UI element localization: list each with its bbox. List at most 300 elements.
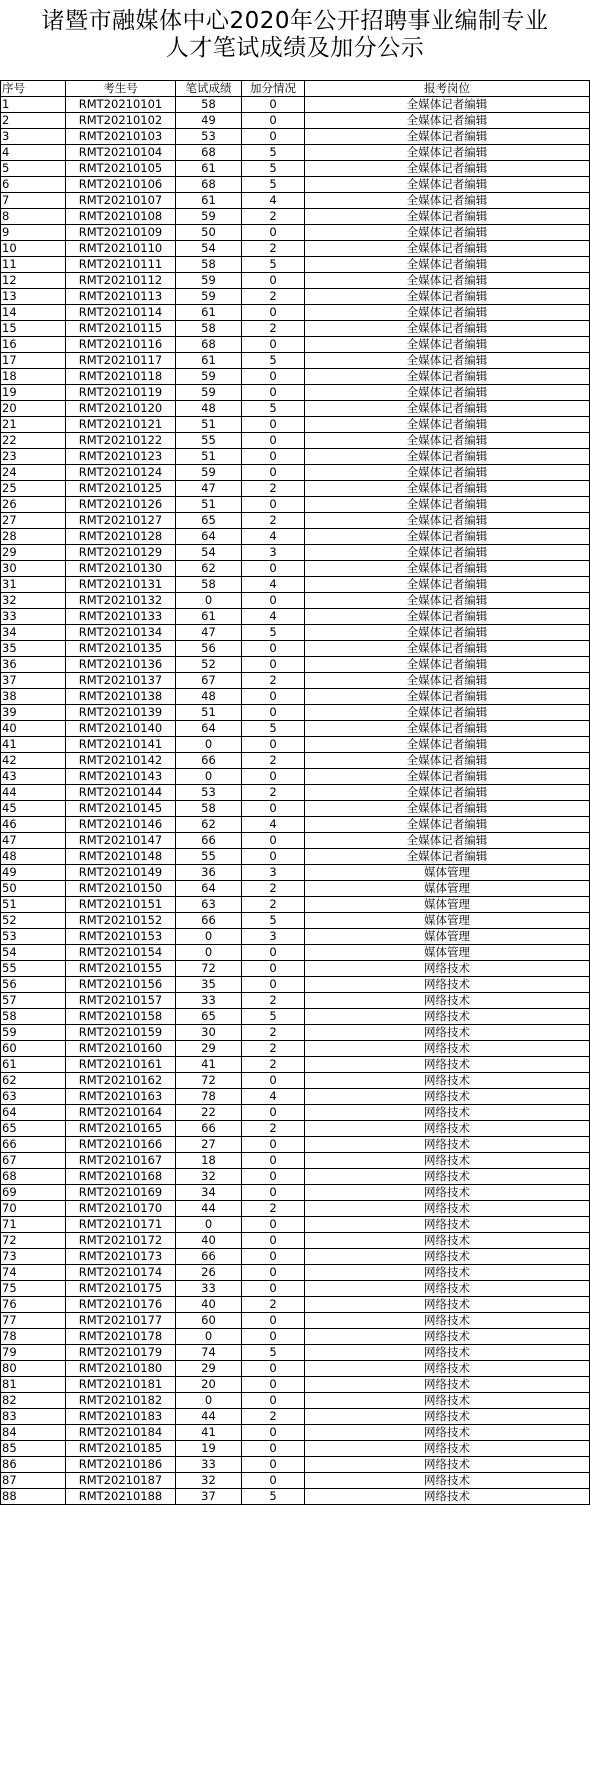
table-row — [1, 673, 590, 689]
cell-written-score: 54 — [176, 241, 242, 257]
table-row — [1, 417, 590, 433]
cell-position: 网络技术 — [305, 993, 590, 1009]
table-row — [1, 1089, 590, 1105]
cell-index: 28 — [1, 529, 66, 545]
table-row — [1, 337, 590, 353]
cell-candidate-id: RMT20210123 — [66, 449, 176, 465]
cell-position: 全媒体记者编辑 — [305, 97, 590, 113]
cell-written-score: 51 — [176, 417, 242, 433]
cell-position: 全媒体记者编辑 — [305, 161, 590, 177]
cell-candidate-id: RMT20210170 — [66, 1201, 176, 1217]
table-row — [1, 817, 590, 833]
cell-index: 78 — [1, 1329, 66, 1345]
cell-candidate-id: RMT20210169 — [66, 1185, 176, 1201]
table-row — [1, 1121, 590, 1137]
cell-candidate-id: RMT20210122 — [66, 433, 176, 449]
table-row — [1, 1441, 590, 1457]
table-row — [1, 881, 590, 897]
cell-position: 网络技术 — [305, 1361, 590, 1377]
cell-written-score: 18 — [176, 1153, 242, 1169]
cell-candidate-id: RMT20210119 — [66, 385, 176, 401]
cell-index: 23 — [1, 449, 66, 465]
cell-bonus-points: 0 — [242, 1249, 305, 1265]
cell-written-score: 72 — [176, 961, 242, 977]
cell-index: 10 — [1, 241, 66, 257]
cell-position: 网络技术 — [305, 1473, 590, 1489]
cell-position: 媒体管理 — [305, 897, 590, 913]
cell-position: 全媒体记者编辑 — [305, 337, 590, 353]
cell-index: 73 — [1, 1249, 66, 1265]
cell-bonus-points: 5 — [242, 257, 305, 273]
cell-candidate-id: RMT20210136 — [66, 657, 176, 673]
cell-candidate-id: RMT20210138 — [66, 689, 176, 705]
cell-bonus-points: 0 — [242, 1329, 305, 1345]
cell-bonus-points: 5 — [242, 1489, 305, 1505]
cell-candidate-id: RMT20210172 — [66, 1233, 176, 1249]
cell-bonus-points: 2 — [242, 881, 305, 897]
table-row — [1, 401, 590, 417]
cell-bonus-points: 2 — [242, 513, 305, 529]
cell-bonus-points: 0 — [242, 705, 305, 721]
table-row — [1, 481, 590, 497]
table-row — [1, 1153, 590, 1169]
cell-position: 媒体管理 — [305, 865, 590, 881]
table-row — [1, 577, 590, 593]
cell-candidate-id: RMT20210106 — [66, 177, 176, 193]
cell-position: 全媒体记者编辑 — [305, 817, 590, 833]
cell-position: 全媒体记者编辑 — [305, 609, 590, 625]
table-row — [1, 1473, 590, 1489]
cell-index: 13 — [1, 289, 66, 305]
cell-position: 网络技术 — [305, 1441, 590, 1457]
cell-bonus-points: 0 — [242, 561, 305, 577]
cell-index: 70 — [1, 1201, 66, 1217]
cell-written-score: 49 — [176, 113, 242, 129]
cell-candidate-id: RMT20210112 — [66, 273, 176, 289]
cell-index: 14 — [1, 305, 66, 321]
cell-bonus-points: 0 — [242, 689, 305, 705]
table-row — [1, 1377, 590, 1393]
cell-bonus-points: 0 — [242, 1153, 305, 1169]
cell-written-score: 59 — [176, 273, 242, 289]
cell-written-score: 0 — [176, 1393, 242, 1409]
cell-candidate-id: RMT20210166 — [66, 1137, 176, 1153]
table-row — [1, 689, 590, 705]
cell-candidate-id: RMT20210158 — [66, 1009, 176, 1025]
cell-position: 网络技术 — [305, 1457, 590, 1473]
table-row — [1, 609, 590, 625]
cell-candidate-id: RMT20210178 — [66, 1329, 176, 1345]
cell-candidate-id: RMT20210173 — [66, 1249, 176, 1265]
cell-index: 26 — [1, 497, 66, 513]
cell-written-score: 29 — [176, 1041, 242, 1057]
cell-bonus-points: 5 — [242, 145, 305, 161]
cell-written-score: 50 — [176, 225, 242, 241]
cell-position: 全媒体记者编辑 — [305, 289, 590, 305]
table-row — [1, 721, 590, 737]
cell-written-score: 0 — [176, 769, 242, 785]
cell-bonus-points: 5 — [242, 177, 305, 193]
cell-position: 全媒体记者编辑 — [305, 625, 590, 641]
cell-index: 58 — [1, 1009, 66, 1025]
cell-written-score: 33 — [176, 993, 242, 1009]
cell-index: 56 — [1, 977, 66, 993]
cell-candidate-id: RMT20210139 — [66, 705, 176, 721]
cell-written-score: 58 — [176, 97, 242, 113]
cell-written-score: 19 — [176, 1441, 242, 1457]
cell-written-score: 68 — [176, 177, 242, 193]
table-row — [1, 177, 590, 193]
table-row — [1, 1105, 590, 1121]
table-body — [1, 97, 590, 1505]
cell-index: 2 — [1, 113, 66, 129]
cell-candidate-id: RMT20210145 — [66, 801, 176, 817]
cell-index: 32 — [1, 593, 66, 609]
cell-position: 网络技术 — [305, 1137, 590, 1153]
cell-bonus-points: 2 — [242, 993, 305, 1009]
cell-candidate-id: RMT20210186 — [66, 1457, 176, 1473]
table-row — [1, 897, 590, 913]
cell-written-score: 26 — [176, 1265, 242, 1281]
table-row — [1, 657, 590, 673]
cell-index: 12 — [1, 273, 66, 289]
table-row — [1, 1425, 590, 1441]
cell-bonus-points: 0 — [242, 1377, 305, 1393]
table-row — [1, 1281, 590, 1297]
cell-candidate-id: RMT20210105 — [66, 161, 176, 177]
cell-position: 全媒体记者编辑 — [305, 401, 590, 417]
cell-bonus-points: 0 — [242, 657, 305, 673]
cell-written-score: 59 — [176, 465, 242, 481]
table-row — [1, 1249, 590, 1265]
header-bonus-points: 加分情况 — [242, 81, 305, 97]
cell-candidate-id: RMT20210171 — [66, 1217, 176, 1233]
cell-index: 24 — [1, 465, 66, 481]
cell-bonus-points: 0 — [242, 337, 305, 353]
cell-bonus-points: 2 — [242, 481, 305, 497]
cell-candidate-id: RMT20210109 — [66, 225, 176, 241]
table-row — [1, 1265, 590, 1281]
table-row — [1, 241, 590, 257]
cell-candidate-id: RMT20210175 — [66, 1281, 176, 1297]
cell-position: 网络技术 — [305, 1233, 590, 1249]
cell-position: 网络技术 — [305, 1009, 590, 1025]
cell-index: 88 — [1, 1489, 66, 1505]
table-row — [1, 849, 590, 865]
cell-position: 网络技术 — [305, 1345, 590, 1361]
cell-candidate-id: RMT20210127 — [66, 513, 176, 529]
cell-candidate-id: RMT20210140 — [66, 721, 176, 737]
cell-index: 84 — [1, 1425, 66, 1441]
cell-candidate-id: RMT20210155 — [66, 961, 176, 977]
cell-index: 27 — [1, 513, 66, 529]
cell-written-score: 35 — [176, 977, 242, 993]
cell-position: 全媒体记者编辑 — [305, 257, 590, 273]
cell-position: 网络技术 — [305, 1329, 590, 1345]
cell-written-score: 58 — [176, 257, 242, 273]
cell-index: 77 — [1, 1313, 66, 1329]
cell-candidate-id: RMT20210163 — [66, 1089, 176, 1105]
cell-index: 11 — [1, 257, 66, 273]
table-row — [1, 289, 590, 305]
cell-candidate-id: RMT20210125 — [66, 481, 176, 497]
cell-bonus-points: 5 — [242, 913, 305, 929]
cell-bonus-points: 0 — [242, 1393, 305, 1409]
cell-candidate-id: RMT20210165 — [66, 1121, 176, 1137]
cell-candidate-id: RMT20210159 — [66, 1025, 176, 1041]
cell-written-score: 27 — [176, 1137, 242, 1153]
cell-bonus-points: 0 — [242, 225, 305, 241]
cell-written-score: 20 — [176, 1377, 242, 1393]
cell-candidate-id: RMT20210117 — [66, 353, 176, 369]
cell-candidate-id: RMT20210188 — [66, 1489, 176, 1505]
cell-candidate-id: RMT20210162 — [66, 1073, 176, 1089]
cell-index: 49 — [1, 865, 66, 881]
cell-bonus-points: 2 — [242, 897, 305, 913]
cell-index: 9 — [1, 225, 66, 241]
cell-written-score: 37 — [176, 1489, 242, 1505]
table-row — [1, 385, 590, 401]
cell-bonus-points: 0 — [242, 769, 305, 785]
cell-position: 全媒体记者编辑 — [305, 657, 590, 673]
table-row — [1, 1185, 590, 1201]
cell-index: 67 — [1, 1153, 66, 1169]
header-written-score: 笔试成绩 — [176, 81, 242, 97]
cell-candidate-id: RMT20210107 — [66, 193, 176, 209]
cell-candidate-id: RMT20210177 — [66, 1313, 176, 1329]
cell-position: 全媒体记者编辑 — [305, 785, 590, 801]
cell-candidate-id: RMT20210131 — [66, 577, 176, 593]
cell-index: 43 — [1, 769, 66, 785]
table-row — [1, 769, 590, 785]
table-row — [1, 593, 590, 609]
cell-candidate-id: RMT20210141 — [66, 737, 176, 753]
cell-candidate-id: RMT20210181 — [66, 1377, 176, 1393]
cell-written-score: 67 — [176, 673, 242, 689]
cell-position: 网络技术 — [305, 1169, 590, 1185]
cell-bonus-points: 3 — [242, 929, 305, 945]
cell-written-score: 52 — [176, 657, 242, 673]
document-title — [0, 8, 590, 62]
cell-bonus-points: 0 — [242, 1361, 305, 1377]
cell-written-score: 61 — [176, 609, 242, 625]
cell-position: 媒体管理 — [305, 929, 590, 945]
cell-written-score: 64 — [176, 529, 242, 545]
cell-bonus-points: 0 — [242, 273, 305, 289]
cell-written-score: 40 — [176, 1297, 242, 1313]
cell-position: 全媒体记者编辑 — [305, 113, 590, 129]
cell-index: 72 — [1, 1233, 66, 1249]
table-row — [1, 737, 590, 753]
cell-written-score: 66 — [176, 1249, 242, 1265]
cell-written-score: 22 — [176, 1105, 242, 1121]
cell-candidate-id: RMT20210111 — [66, 257, 176, 273]
table-row — [1, 833, 590, 849]
cell-position: 全媒体记者编辑 — [305, 145, 590, 161]
cell-candidate-id: RMT20210164 — [66, 1105, 176, 1121]
cell-index: 81 — [1, 1377, 66, 1393]
table-row — [1, 929, 590, 945]
cell-position: 全媒体记者编辑 — [305, 529, 590, 545]
cell-index: 41 — [1, 737, 66, 753]
cell-position: 全媒体记者编辑 — [305, 193, 590, 209]
cell-index: 48 — [1, 849, 66, 865]
cell-index: 85 — [1, 1441, 66, 1457]
cell-index: 74 — [1, 1265, 66, 1281]
cell-position: 全媒体记者编辑 — [305, 753, 590, 769]
cell-bonus-points: 0 — [242, 1073, 305, 1089]
cell-candidate-id: RMT20210129 — [66, 545, 176, 561]
cell-position: 全媒体记者编辑 — [305, 673, 590, 689]
cell-index: 83 — [1, 1409, 66, 1425]
cell-candidate-id: RMT20210124 — [66, 465, 176, 481]
cell-candidate-id: RMT20210110 — [66, 241, 176, 257]
table-row — [1, 273, 590, 289]
cell-bonus-points: 4 — [242, 817, 305, 833]
cell-index: 54 — [1, 945, 66, 961]
cell-index: 4 — [1, 145, 66, 161]
cell-bonus-points: 2 — [242, 1121, 305, 1137]
cell-candidate-id: RMT20210154 — [66, 945, 176, 961]
cell-index: 52 — [1, 913, 66, 929]
cell-index: 53 — [1, 929, 66, 945]
table-row — [1, 993, 590, 1009]
cell-written-score: 51 — [176, 497, 242, 513]
cell-candidate-id: RMT20210185 — [66, 1441, 176, 1457]
cell-position: 媒体管理 — [305, 881, 590, 897]
cell-candidate-id: RMT20210174 — [66, 1265, 176, 1281]
cell-position: 全媒体记者编辑 — [305, 561, 590, 577]
cell-position: 网络技术 — [305, 977, 590, 993]
table-row — [1, 1233, 590, 1249]
table-row — [1, 561, 590, 577]
cell-index: 46 — [1, 817, 66, 833]
cell-candidate-id: RMT20210101 — [66, 97, 176, 113]
table-row — [1, 1489, 590, 1505]
cell-candidate-id: RMT20210132 — [66, 593, 176, 609]
table-row — [1, 257, 590, 273]
cell-written-score: 54 — [176, 545, 242, 561]
table-row — [1, 1025, 590, 1041]
cell-written-score: 33 — [176, 1457, 242, 1473]
table-row — [1, 433, 590, 449]
table-row — [1, 465, 590, 481]
cell-position: 网络技术 — [305, 1297, 590, 1313]
cell-index: 35 — [1, 641, 66, 657]
cell-candidate-id: RMT20210134 — [66, 625, 176, 641]
cell-written-score: 66 — [176, 833, 242, 849]
cell-position: 网络技术 — [305, 1105, 590, 1121]
cell-bonus-points: 0 — [242, 593, 305, 609]
cell-written-score: 61 — [176, 161, 242, 177]
cell-position: 网络技术 — [305, 1393, 590, 1409]
cell-candidate-id: RMT20210133 — [66, 609, 176, 625]
cell-position: 网络技术 — [305, 1153, 590, 1169]
cell-written-score: 66 — [176, 913, 242, 929]
cell-index: 79 — [1, 1345, 66, 1361]
cell-position: 网络技术 — [305, 1409, 590, 1425]
cell-written-score: 44 — [176, 1409, 242, 1425]
cell-index: 22 — [1, 433, 66, 449]
cell-bonus-points: 0 — [242, 129, 305, 145]
cell-candidate-id: RMT20210168 — [66, 1169, 176, 1185]
cell-written-score: 53 — [176, 785, 242, 801]
cell-index: 50 — [1, 881, 66, 897]
cell-bonus-points: 0 — [242, 465, 305, 481]
cell-bonus-points: 0 — [242, 977, 305, 993]
cell-candidate-id: RMT20210143 — [66, 769, 176, 785]
cell-candidate-id: RMT20210182 — [66, 1393, 176, 1409]
table-row — [1, 545, 590, 561]
cell-bonus-points: 4 — [242, 193, 305, 209]
cell-bonus-points: 0 — [242, 417, 305, 433]
cell-bonus-points: 5 — [242, 161, 305, 177]
cell-written-score: 58 — [176, 577, 242, 593]
cell-position: 全媒体记者编辑 — [305, 801, 590, 817]
cell-written-score: 55 — [176, 433, 242, 449]
table-row — [1, 1457, 590, 1473]
cell-written-score: 59 — [176, 369, 242, 385]
cell-written-score: 33 — [176, 1281, 242, 1297]
cell-position: 网络技术 — [305, 1089, 590, 1105]
cell-bonus-points: 2 — [242, 1025, 305, 1041]
cell-candidate-id: RMT20210156 — [66, 977, 176, 993]
cell-bonus-points: 0 — [242, 97, 305, 113]
cell-bonus-points: 0 — [242, 1473, 305, 1489]
cell-position: 网络技术 — [305, 1281, 590, 1297]
cell-index: 33 — [1, 609, 66, 625]
cell-index: 86 — [1, 1457, 66, 1473]
cell-written-score: 64 — [176, 721, 242, 737]
cell-written-score: 58 — [176, 321, 242, 337]
cell-candidate-id: RMT20210113 — [66, 289, 176, 305]
cell-bonus-points: 0 — [242, 449, 305, 465]
cell-bonus-points: 0 — [242, 945, 305, 961]
cell-index: 34 — [1, 625, 66, 641]
cell-candidate-id: RMT20210137 — [66, 673, 176, 689]
cell-index: 45 — [1, 801, 66, 817]
cell-index: 5 — [1, 161, 66, 177]
cell-position: 全媒体记者编辑 — [305, 849, 590, 865]
cell-candidate-id: RMT20210157 — [66, 993, 176, 1009]
cell-bonus-points: 0 — [242, 1217, 305, 1233]
cell-index: 61 — [1, 1057, 66, 1073]
cell-position: 全媒体记者编辑 — [305, 737, 590, 753]
cell-index: 60 — [1, 1041, 66, 1057]
cell-bonus-points: 0 — [242, 497, 305, 513]
table-row — [1, 113, 590, 129]
cell-written-score: 58 — [176, 801, 242, 817]
cell-bonus-points: 0 — [242, 1441, 305, 1457]
cell-written-score: 65 — [176, 513, 242, 529]
cell-index: 42 — [1, 753, 66, 769]
cell-bonus-points: 0 — [242, 1281, 305, 1297]
table-row — [1, 193, 590, 209]
cell-index: 57 — [1, 993, 66, 1009]
cell-position: 网络技术 — [305, 1265, 590, 1281]
results-table — [0, 80, 590, 1505]
cell-candidate-id: RMT20210153 — [66, 929, 176, 945]
cell-candidate-id: RMT20210142 — [66, 753, 176, 769]
header-index: 序号 — [1, 81, 66, 97]
cell-bonus-points: 2 — [242, 1041, 305, 1057]
cell-written-score: 47 — [176, 481, 242, 497]
cell-candidate-id: RMT20210120 — [66, 401, 176, 417]
table-row — [1, 209, 590, 225]
cell-candidate-id: RMT20210176 — [66, 1297, 176, 1313]
cell-candidate-id: RMT20210180 — [66, 1361, 176, 1377]
cell-bonus-points: 2 — [242, 289, 305, 305]
